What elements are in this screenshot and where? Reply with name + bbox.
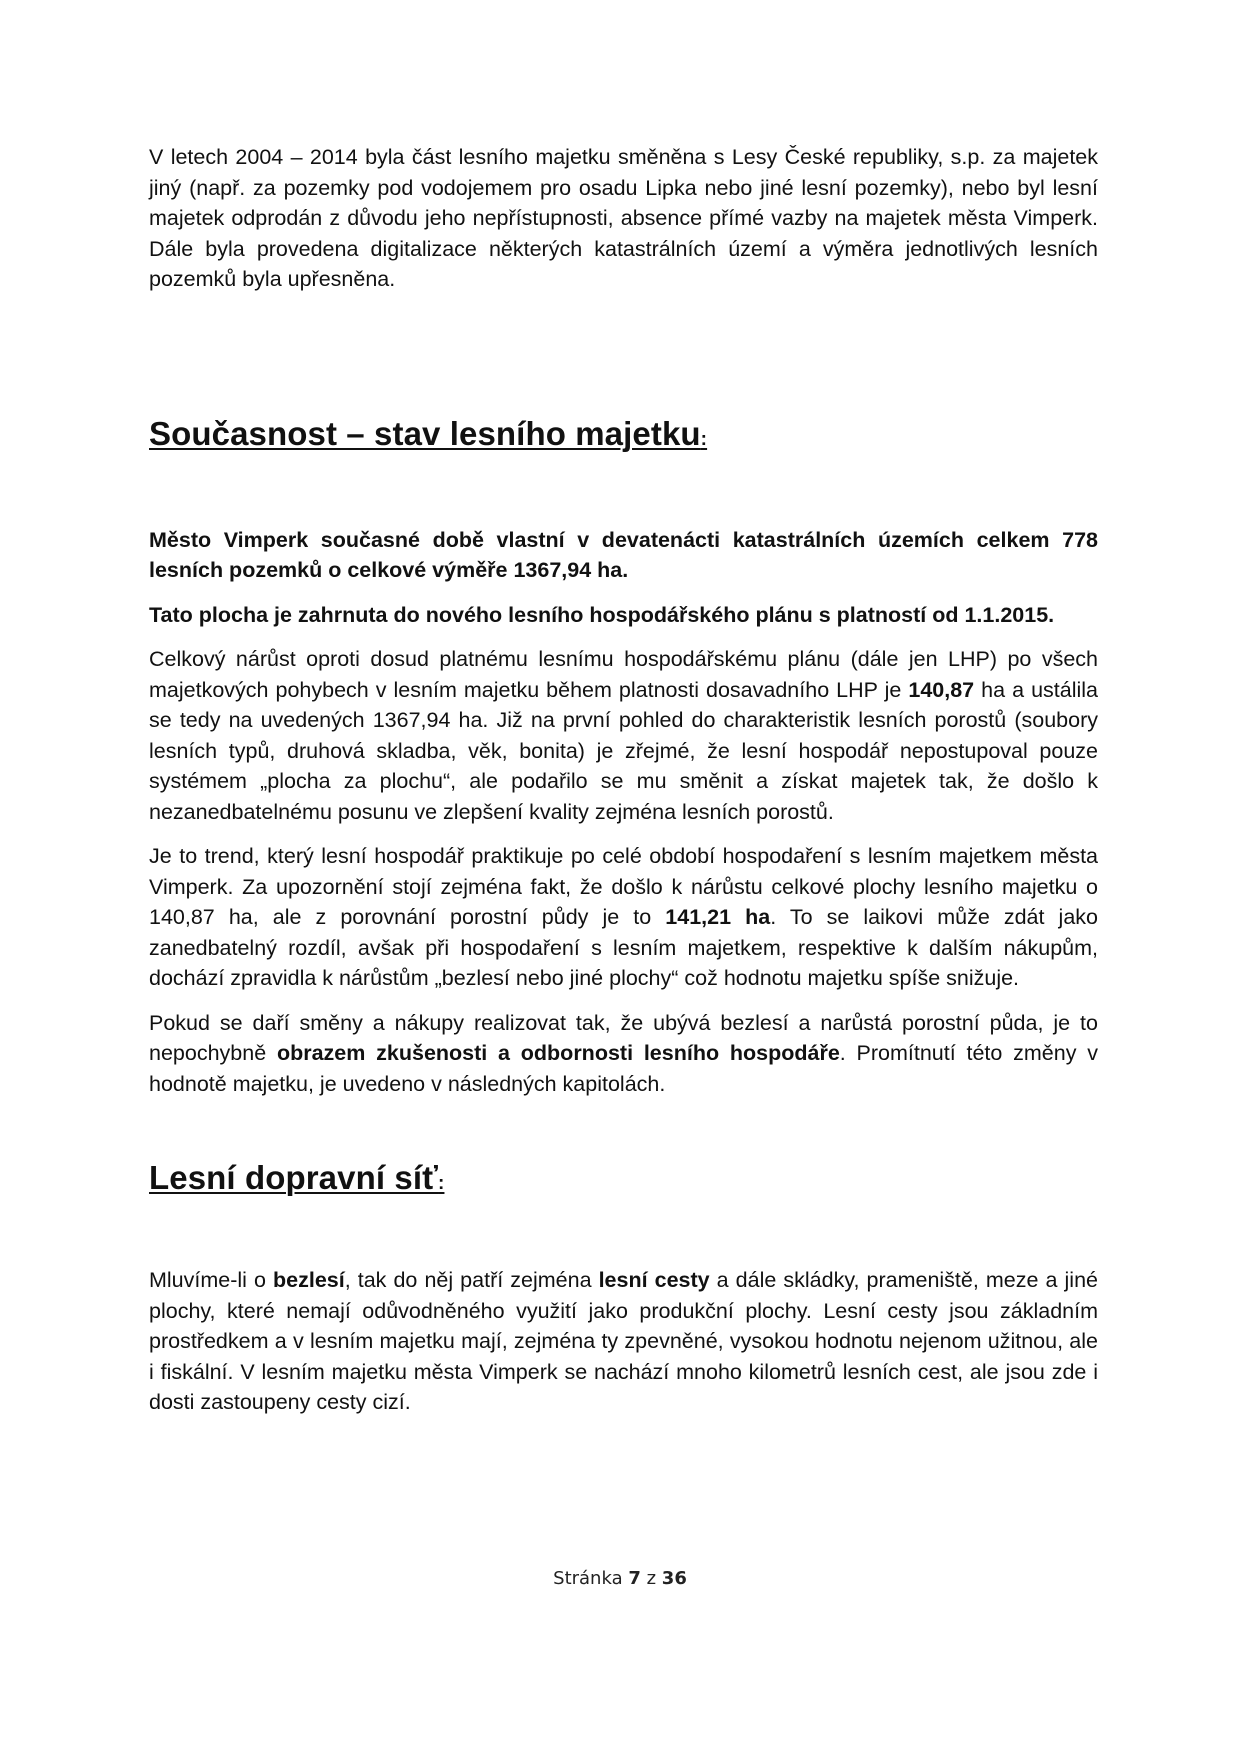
spacer [149,586,1098,600]
bold-value: 140,87 [908,677,975,702]
trend-paragraph [149,841,1098,994]
heading-colon: : [438,1173,445,1194]
footer-separator: z [646,1568,657,1589]
spacer [149,827,1098,841]
footer-label: Stránka [553,1568,623,1589]
heading-colon: : [700,428,708,450]
document-page [149,142,1098,1418]
footer-total-pages: 36 [661,1568,687,1589]
increase-paragraph [149,644,1098,827]
text-run: Pokud se daří směny a nákupy realizovat tak, že ubývá bezlesí a narůstá porostní půda, je to nepochybně [149,1010,1098,1065]
section-heading-transport-network [149,1159,1098,1197]
plan-paragraph: Tato plocha je zahrnuta do nového lesního hospodářského plánu s platností od 1.1.2015. [149,602,1055,627]
section-heading-text: Současnost – stav lesního majetku [149,414,701,452]
section-heading-current-state [149,415,1098,453]
page-footer [0,1568,1240,1589]
forest-roads-paragraph [149,1265,1098,1418]
bold-value: 141,21 ha [665,905,771,929]
bold-term: lesní cesty [598,1268,710,1292]
spacer [149,1197,1098,1265]
text-run: a dále skládky, prameniště, meze a jiné plochy, které nemají odůvodněného využití jako produkční plochy. Lesní cesty jsou základním prostředkem a v lesním majetku mají, zejména ty zpevněné, vysokou hodnotu nejenom užitnou, ale i fiskální. V lesním majetku města Vimperk se nachází mnoho kilometrů lesních cest, ale jsou zde i dosti zastoupeny cesty cizí. [149,1268,1098,1414]
footer-page-number: 7 [628,1568,641,1589]
exchange-paragraph [149,1008,1098,1100]
spacer [149,630,1098,644]
ownership-paragraph: Město Vimperk současné době vlastní v devatenácti katastrálních územích celkem 778 lesních pozemků o celkové výměře 1367,94 ha. [149,527,1098,582]
bold-term: bezlesí [273,1268,345,1292]
text-run: ha a ustálila se tedy na uvedených 1367,94 ha. Již na první pohled do charakteristik lesních porostů (soubory lesních typů, druhová skladba, věk, bonita) je zřejmé, že lesní hospodář nepostupoval pouze systémem „plocha za plochu“, ale podařilo se mu směnit a získat majetek tak, že došlo k nezanedbatelnému posunu ve zlepšení kvality zejména lesních porostů. [149,677,1098,824]
bold-phrase: obrazem zkušenosti a odbornosti lesního hospodáře [276,1041,840,1065]
text-run: Je to trend, který lesní hospodář praktikuje po celé období hospodaření s lesním majetkem města Vimperk. Za upozornění stojí zejména fakt, že došlo k nárůstu celkové plochy lesního majetku o 140,87 ha, ale z porovnání porostní půdy je to [149,844,1098,929]
spacer [149,295,1098,415]
spacer [149,994,1098,1008]
text-run: . Promítnutí této změny v hodnotě majetku, je uvedeno v následných kapitolách. [149,1041,1098,1096]
text-run: , tak do něj patří zejména [344,1268,599,1292]
intro-paragraph: V letech 2004 – 2014 byla část lesního majetku směněna s Lesy České republiky, s.p. za majetek jiný (např. za pozemky pod vodojemem pro osadu Lipka nebo jiné lesní pozemky), nebo byl lesní majetek odprodán z důvodu jeho nepřístupnosti, absence přímé vazby na majetek města Vimperk. Dále byla provedena digitalizace některých katastrálních území a výměra jednotlivých lesních pozemků byla upřesněna. [149,145,1098,291]
text-run: Celkový nárůst oproti dosud platnému lesnímu hospodářskému plánu (dále jen LHP) po všech majetkových pohybech v lesním majetku během platnosti dosavadního LHP je [149,647,1098,702]
spacer [149,453,1098,525]
text-run: Mluvíme-li o [149,1268,274,1292]
spacer [149,1099,1098,1159]
text-run: . To se laikovi může zdát jako zanedbatelný rozdíl, avšak při hospodaření s lesním majetkem, respektive k dalším nákupům, dochází zpravidla k nárůstům „bezlesí nebo jiné plochy“ což hodnotu majetku spíše snižuje. [149,905,1098,990]
section-heading-text: Lesní dopravní síť [149,1159,439,1196]
